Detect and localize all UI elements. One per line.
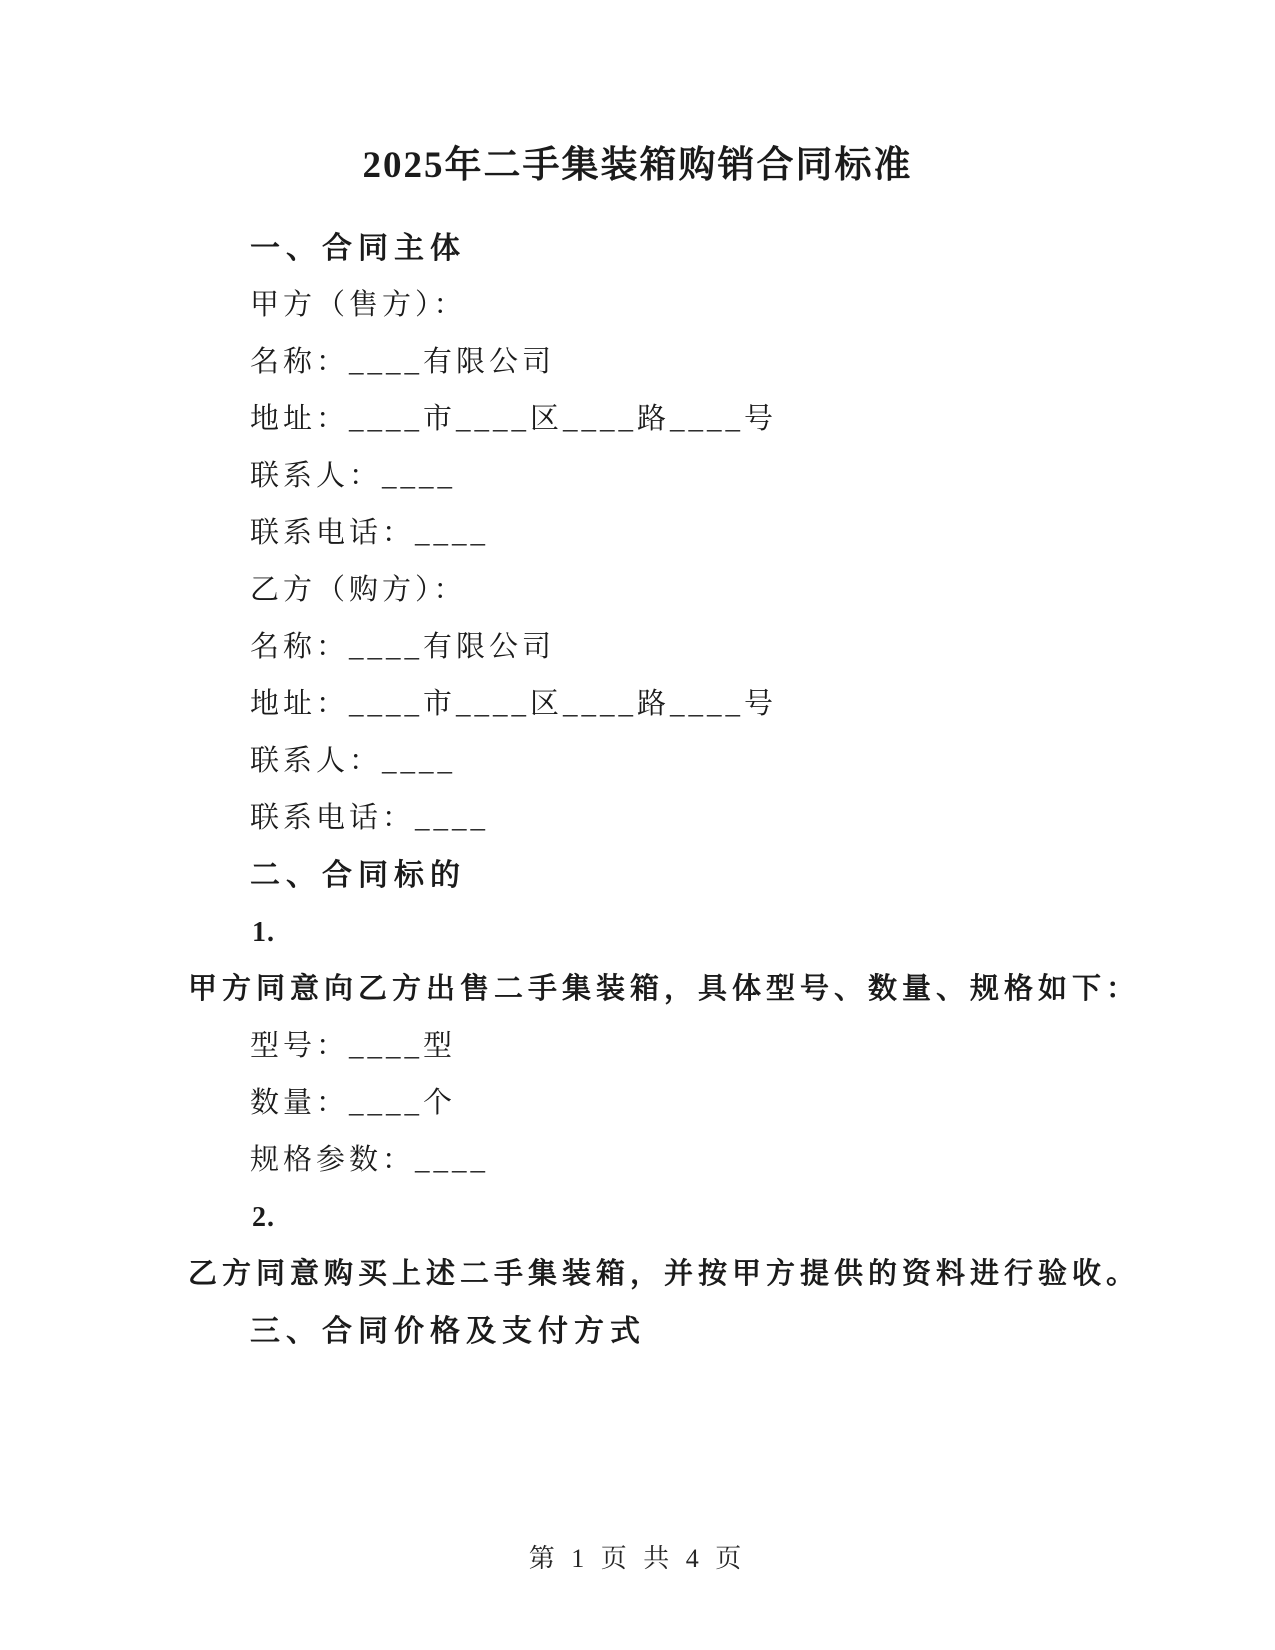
clause-number-1: 1. [252,917,275,948]
field-party-a-address: 地址：____市____区____路____号 [250,403,778,435]
field-party-a-phone: 联系电话：____ [250,517,490,549]
section-heading-3: 三、合同价格及支付方式 [250,1315,646,1348]
field-model: 型号：____型 [250,1030,457,1062]
field-party-b-address: 地址：____市____区____路____号 [250,688,778,720]
field-quantity: 数量：____个 [250,1087,457,1119]
clause-text-2: 乙方同意购买上述二手集装箱，并按甲方提供的资料进行验收。 [188,1258,1141,1290]
field-party-b-phone: 联系电话：____ [250,802,490,834]
field-party-b: 乙方（购方）： [250,574,467,606]
page-footer: 第 1 页 共 4 页 [528,1544,747,1573]
clause-text-1: 甲方同意向乙方出售二手集装箱，具体型号、数量、规格如下： [188,973,1141,1005]
field-party-a: 甲方（售方）： [250,289,467,321]
section-heading-1: 一、合同主体 [250,232,466,265]
field-specs: 规格参数：____ [250,1144,490,1176]
document-title: 2025年二手集装箱购销合同标准 [362,145,913,186]
field-party-b-contact: 联系人：____ [250,745,457,777]
field-party-b-name: 名称：____有限公司 [250,631,556,663]
field-party-a-contact: 联系人：____ [250,460,457,492]
section-heading-2: 二、合同标的 [250,859,466,892]
document-body [0,220,1275,1360]
field-party-a-name: 名称：____有限公司 [250,346,556,378]
clause-number-2: 2. [252,1202,275,1233]
